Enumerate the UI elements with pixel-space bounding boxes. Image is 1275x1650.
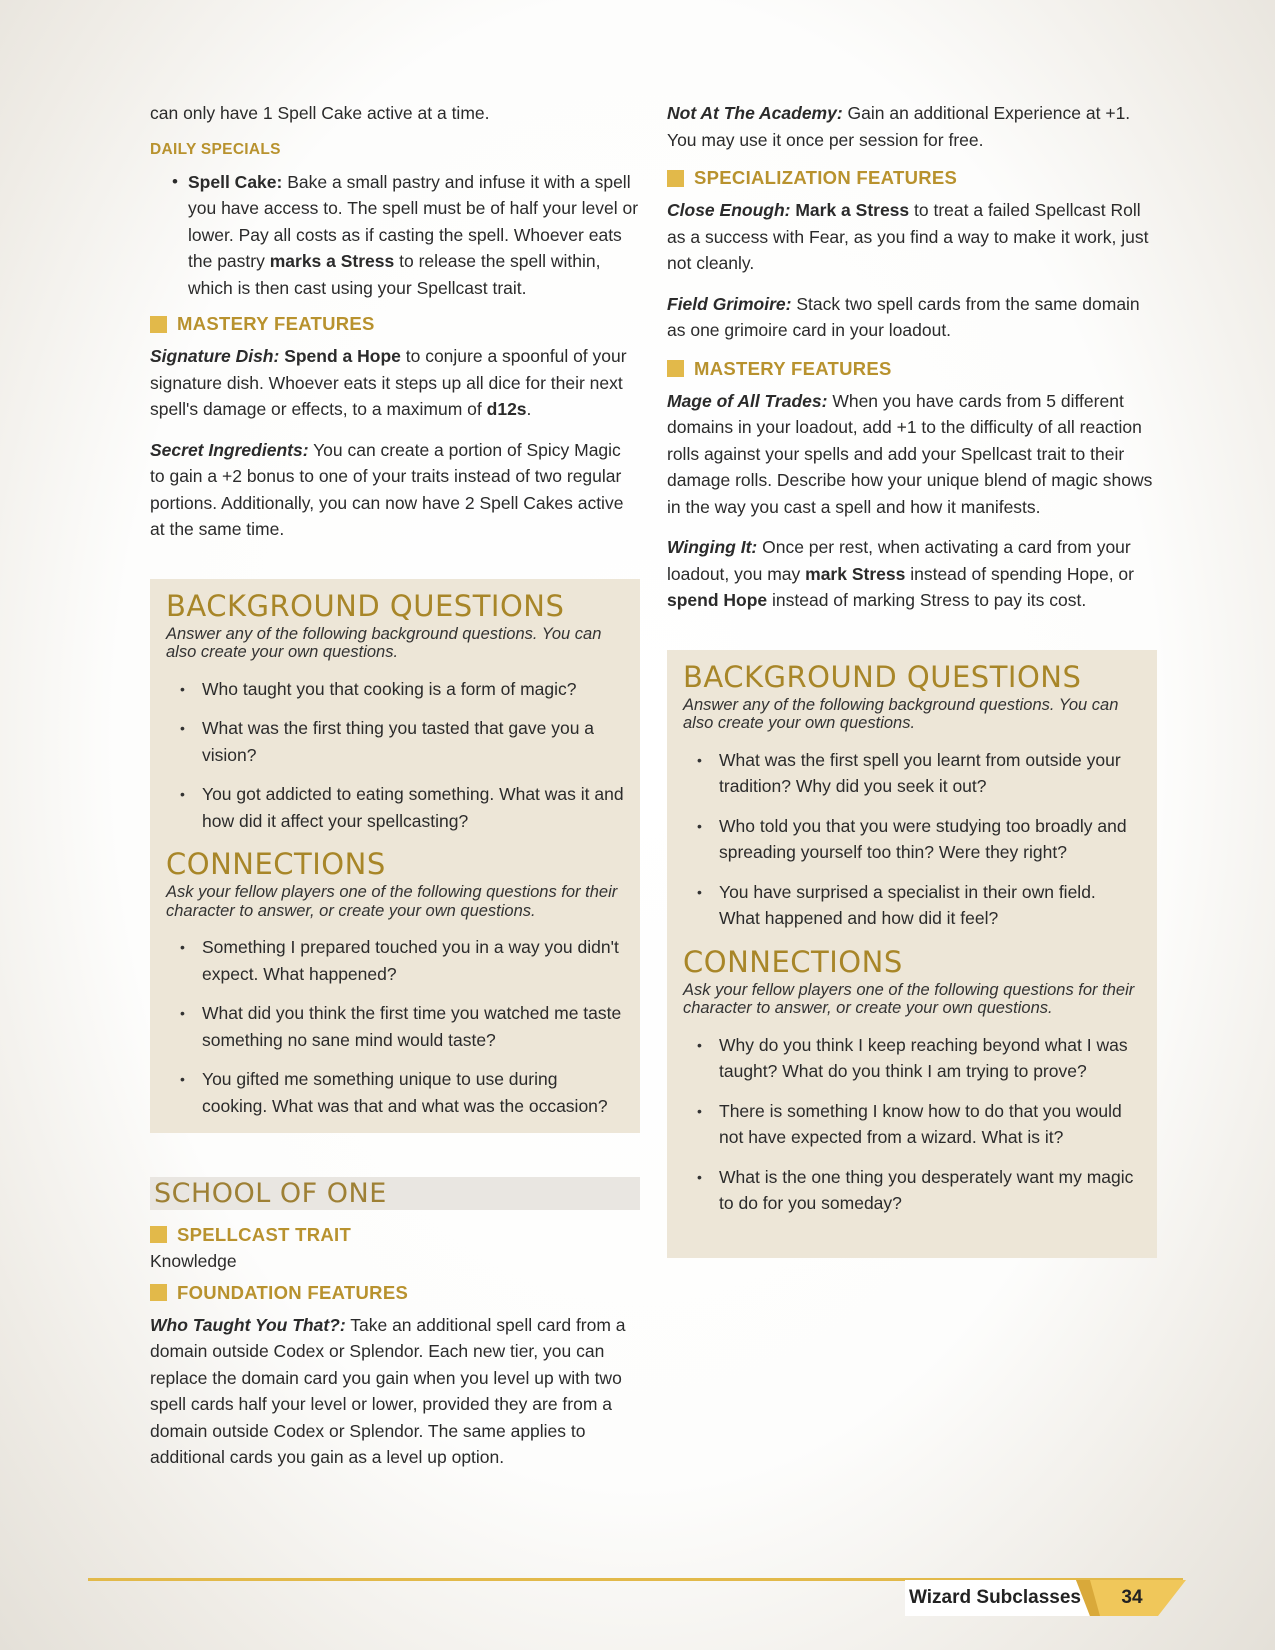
- winging-it-text-end: instead of marking Stress to pay its cost.: [767, 590, 1087, 610]
- not-academy-text: Gain an additional Experience at +1. You may use it once per session for free.: [667, 103, 1131, 150]
- list-item: • You gifted me something unique to use during cooking. What was that and what was the occasion?: [180, 1066, 624, 1119]
- close-enough-feature: [667, 197, 1157, 277]
- who-taught-label: Who Taught You That?:: [150, 1314, 346, 1335]
- background-questions-box: [150, 579, 640, 1133]
- mastery-features-heading: [667, 358, 1157, 380]
- background-questions-title: BACKGROUND QUESTIONS: [683, 659, 1082, 694]
- winging-it-bold-stress: mark Stress: [805, 563, 906, 584]
- secret-ingredients-feature: [150, 437, 640, 543]
- winging-it-feature: [667, 534, 1157, 614]
- connections-list: [180, 934, 624, 1119]
- not-academy-feature: [667, 100, 1157, 153]
- daily-specials-list: [172, 169, 640, 302]
- list-item: • There is something I know how to do that you would not have expected from a wizard. What is it?: [697, 1098, 1141, 1151]
- spellcast-trait-value: Knowledge: [150, 1250, 237, 1271]
- list-item: • What did you think the first time you watched me taste something no sane mind would taste?: [180, 1000, 624, 1053]
- field-grimoire-text: Stack two spell cards from the same domain as one grimoire card in your loadout.: [667, 293, 1140, 340]
- specialization-features-label: SPECIALIZATION FEATURES: [694, 167, 958, 188]
- square-bullet-icon: [150, 316, 167, 333]
- page-number: 34: [1121, 1587, 1143, 1608]
- list-item: • Why do you think I keep reaching beyond what I was taught? What do you think I am trying to prove?: [697, 1032, 1141, 1085]
- close-enough-label: Close Enough:: [667, 200, 791, 220]
- signature-dish-text: to conjure a spoonful of your signature dish. Whoever eats it steps up all dice for their next spell's damage or effects, to a maximum of: [150, 346, 627, 419]
- foundation-features-heading: [150, 1282, 640, 1304]
- list-item: • You have surprised a specialist in their own field. What happened and how did it feel?: [697, 879, 1141, 932]
- field-grimoire-label: Field Grimoire:: [667, 293, 792, 314]
- background-questions-box: [667, 650, 1157, 1258]
- spell-cake-label: Spell Cake:: [188, 171, 283, 192]
- winging-it-bold-hope: spend Hope: [667, 590, 768, 610]
- square-bullet-icon: [667, 360, 684, 377]
- square-bullet-icon: [667, 170, 684, 187]
- square-bullet-icon: [150, 1226, 167, 1243]
- connections-intro: Ask your fellow players one of the following questions for their character to answer, or create your own questions.: [166, 883, 618, 920]
- winging-it-text-mid: instead of spending Hope, or: [905, 563, 1134, 584]
- left-column: [150, 100, 640, 1485]
- field-grimoire-feature: [667, 291, 1157, 344]
- signature-dish-dice: d12s: [486, 399, 527, 419]
- signature-dish-bold: Spend a Hope: [279, 346, 401, 366]
- background-questions-intro: Answer any of the following background questions. You can also create your own questions.: [166, 624, 602, 661]
- mastery-features-heading: [150, 313, 640, 335]
- not-academy-label: Not At The Academy:: [667, 103, 843, 123]
- secret-ingredients-label: Secret Ingredients:: [150, 439, 309, 460]
- daily-specials-heading: DAILY SPECIALS: [150, 140, 281, 158]
- connections-title: CONNECTIONS: [683, 944, 903, 979]
- background-questions-title: BACKGROUND QUESTIONS: [166, 588, 565, 623]
- list-item: • Who told you that you were studying too broadly and spreading yourself too thin? Were they right?: [697, 813, 1141, 866]
- foundation-features-label: FOUNDATION FEATURES: [177, 1281, 409, 1303]
- mastery-features-label: MASTERY FEATURES: [177, 313, 375, 334]
- list-item: • What was the first thing you tasted that gave you a vision?: [180, 715, 624, 768]
- background-questions-list: [697, 747, 1141, 932]
- list-item: • What was the first spell you learnt from outside your tradition? Why did you seek it out?: [697, 747, 1141, 800]
- connections-list: [697, 1032, 1141, 1217]
- list-item: • You got addicted to eating something. What was it and how did it affect your spellcasting?: [180, 781, 624, 834]
- page-number-tab: [1076, 1580, 1186, 1616]
- list-item: [172, 169, 640, 302]
- spell-cake-text-end: to release the spell within, which is then cast using your Spellcast trait.: [188, 251, 601, 298]
- connections-title: CONNECTIONS: [166, 847, 386, 881]
- mage-all-trades-text: When you have cards from 5 different domains in your loadout, add +1 to the difficulty of all reaction rolls against your spells and add your Spellcast trait to their damage rolls. Describe how your unique blend of magic shows in the way you cast a spell and how it manifests.: [667, 390, 1153, 517]
- winging-it-label: Winging It:: [667, 537, 758, 557]
- spell-cake-bold: marks a Stress: [269, 251, 395, 271]
- signature-dish-feature: [150, 343, 640, 423]
- who-taught-feature: [150, 1312, 640, 1471]
- secret-ingredients-text: You can create a portion of Spicy Magic to gain a +2 bonus to one of your traits instead of two regular portions. Additionally, you can now have 2 Spell Cakes active at the same time.: [150, 439, 624, 539]
- spell-cake-text: Bake a small pastry and infuse it with a spell you have access to. The spell must be of half your level or lower. Pay all costs as if casting the spell. Whoever eats the pastry: [188, 171, 639, 271]
- signature-dish-end: .: [526, 399, 532, 419]
- background-questions-intro: Answer any of the following background questions. You can also create your own questions.: [683, 695, 1119, 732]
- who-taught-text: Take an additional spell card from a domain outside Codex or Splendor. Each new tier, you can replace the domain card you gain when you level up with two spell cards half your level or lower, provided they are from a domain outside Codex or Splendor. The same applies to additional cards you gain as a level up option.: [150, 1314, 626, 1467]
- close-enough-text: to treat a failed Spellcast Roll as a success with Fear, as you find a way to make it work, just not cleanly.: [667, 200, 1149, 273]
- list-item: • What is the one thing you desperately want my magic to do for you someday?: [697, 1164, 1141, 1217]
- square-bullet-icon: [150, 1284, 167, 1301]
- right-column: [667, 100, 1157, 1258]
- mage-all-trades-feature: [667, 388, 1157, 521]
- specialization-features-heading: [667, 167, 1157, 189]
- intro-line: can only have 1 Spell Cake active at a time.: [150, 103, 490, 123]
- spellcast-trait-label: SPELLCAST TRAIT: [177, 1223, 352, 1245]
- spellcast-trait-heading: [150, 1224, 640, 1246]
- connections-intro: Ask your fellow players one of the following questions for their character to answer, or create your own questions.: [683, 980, 1135, 1017]
- close-enough-bold: Mark a Stress: [790, 200, 910, 220]
- background-questions-list: [180, 676, 624, 835]
- mastery-features-label: MASTERY FEATURES: [694, 357, 892, 379]
- mage-all-trades-label: Mage of All Trades:: [667, 390, 828, 411]
- subclass-title: SCHOOL OF ONE: [150, 1177, 640, 1210]
- winging-it-text: Once per rest, when activating a card from your loadout, you may: [667, 537, 1131, 584]
- list-item: • Who taught you that cooking is a form of magic?: [180, 676, 624, 703]
- footer-section-label: Wizard Subclasses: [905, 1580, 1091, 1616]
- signature-dish-label: Signature Dish:: [150, 346, 280, 366]
- list-item: • Something I prepared touched you in a way you didn't expect. What happened?: [180, 934, 624, 987]
